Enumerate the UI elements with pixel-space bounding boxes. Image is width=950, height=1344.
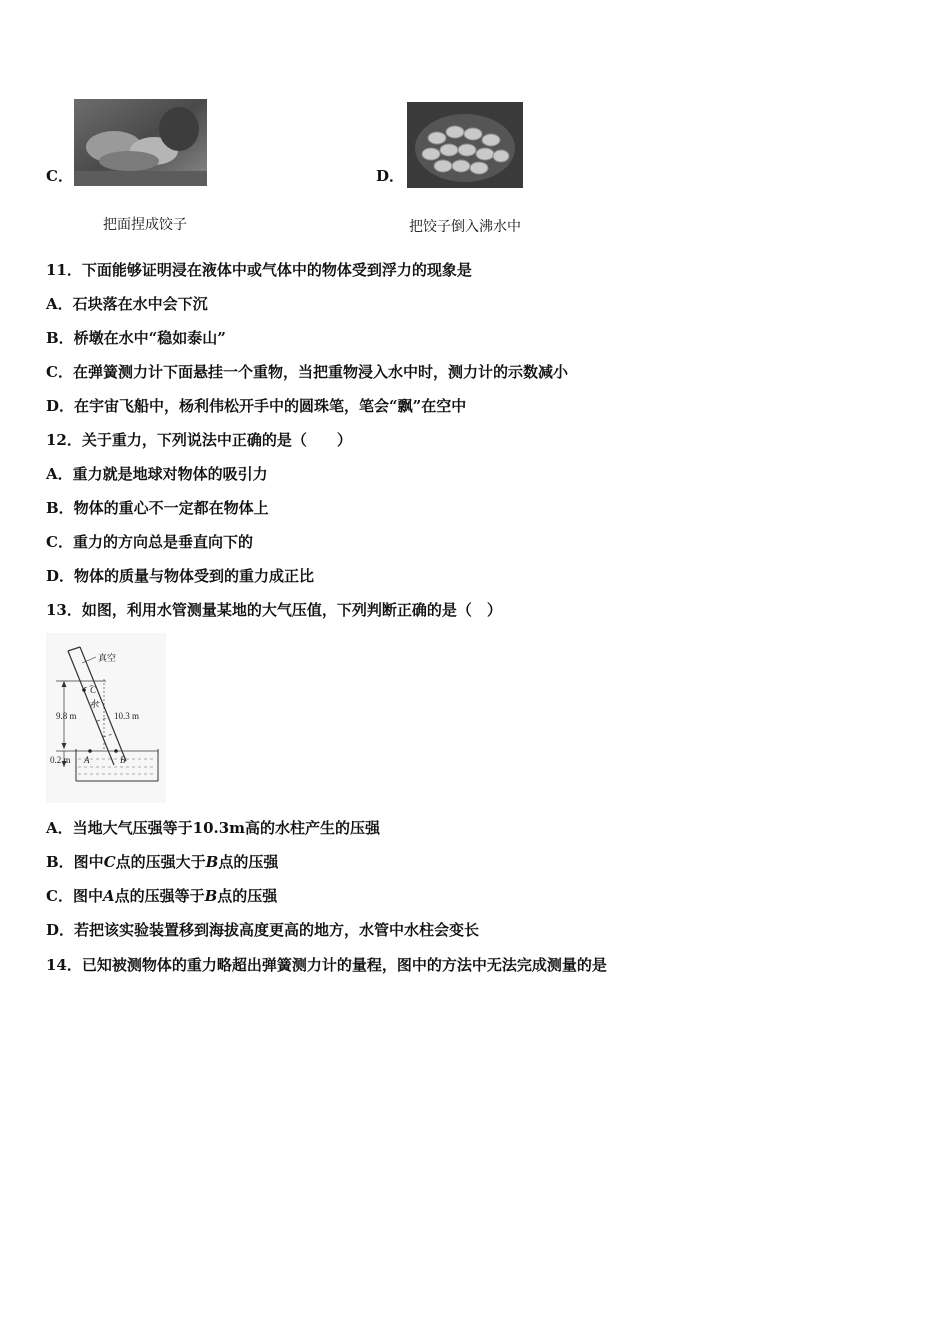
water-label: 水 <box>90 699 100 709</box>
dumplings-photo <box>407 102 523 188</box>
q12-option-c: C．重力的方向总是垂直向下的 <box>46 533 253 551</box>
q12-option-a: A．重力就是地球对物体的吸引力 <box>46 465 268 483</box>
q11-stem: 11．下面能够证明浸在液体中或气体中的物体受到浮力的现象是 <box>46 261 472 279</box>
q11-option-a: A．石块落在水中会下沉 <box>46 295 208 313</box>
q13-b-var1: C <box>103 853 116 871</box>
q13-c-var1: A <box>102 887 115 905</box>
q13-option-a: A．当地大气压强等于10.3m高的水柱产生的压强 <box>46 819 381 837</box>
q13-option-b <box>46 852 278 872</box>
height-10-3-label: 10.3 m <box>114 711 140 721</box>
q13-stem: 13．如图，利用水管测量某地的大气压值，下列判断正确的是（ ） <box>46 601 502 619</box>
q13-c-suffix: 点的压强 <box>217 887 278 905</box>
q13-b-mid: 点的压强大于 <box>115 853 206 871</box>
q13-option-c <box>46 886 277 906</box>
dough-photo <box>74 99 207 186</box>
depth-0-2-label: 0.2 m <box>50 755 71 765</box>
q12-option-b: B．物体的重心不一定都在物体上 <box>46 499 269 517</box>
q12-option-d: D．物体的质量与物体受到的重力成正比 <box>46 567 315 585</box>
point-a-label: A <box>84 755 90 765</box>
q11-option-d: D．在宇宙飞船中，杨利伟松开手中的圆珠笔，笔会“飘”在空中 <box>46 397 467 415</box>
option-d-letter: D． <box>376 167 405 185</box>
q13-c-mid: 点的压强等于 <box>114 887 205 905</box>
q14-stem: 14．已知被测物体的重力略超出弹簧测力计的量程，图中的方法中无法完成测量的是 <box>46 956 607 974</box>
q11-option-b: B．桥墩在水中“稳如泰山” <box>46 329 226 347</box>
q13-b-suffix: 点的压强 <box>218 853 279 871</box>
point-b-label: B <box>120 755 126 765</box>
q13-b-var2: B <box>205 853 219 871</box>
caption-c: 把面捏成饺子 <box>103 217 187 233</box>
q13-c-var2: B <box>204 887 218 905</box>
water-tube-diagram <box>46 633 166 803</box>
q12-stem: 12．关于重力，下列说法中正确的是（ ） <box>46 431 352 449</box>
option-c-letter: C． <box>46 167 73 185</box>
q13-option-d: D．若把该实验装置移到海拔高度更高的地方，水管中水柱会变长 <box>46 921 480 939</box>
height-9-8-label: 9.8 m <box>56 711 77 721</box>
vacuum-label: 真空 <box>98 653 117 663</box>
q11-option-c: C．在弹簧测力计下面悬挂一个重物，当把重物浸入水中时，测力计的示数减小 <box>46 363 568 381</box>
point-c-label: C <box>90 685 97 695</box>
caption-d: 把饺子倒入沸水中 <box>409 219 521 235</box>
q13-c-prefix: C．图中 <box>46 887 103 905</box>
q13-b-prefix: B．图中 <box>46 853 104 871</box>
